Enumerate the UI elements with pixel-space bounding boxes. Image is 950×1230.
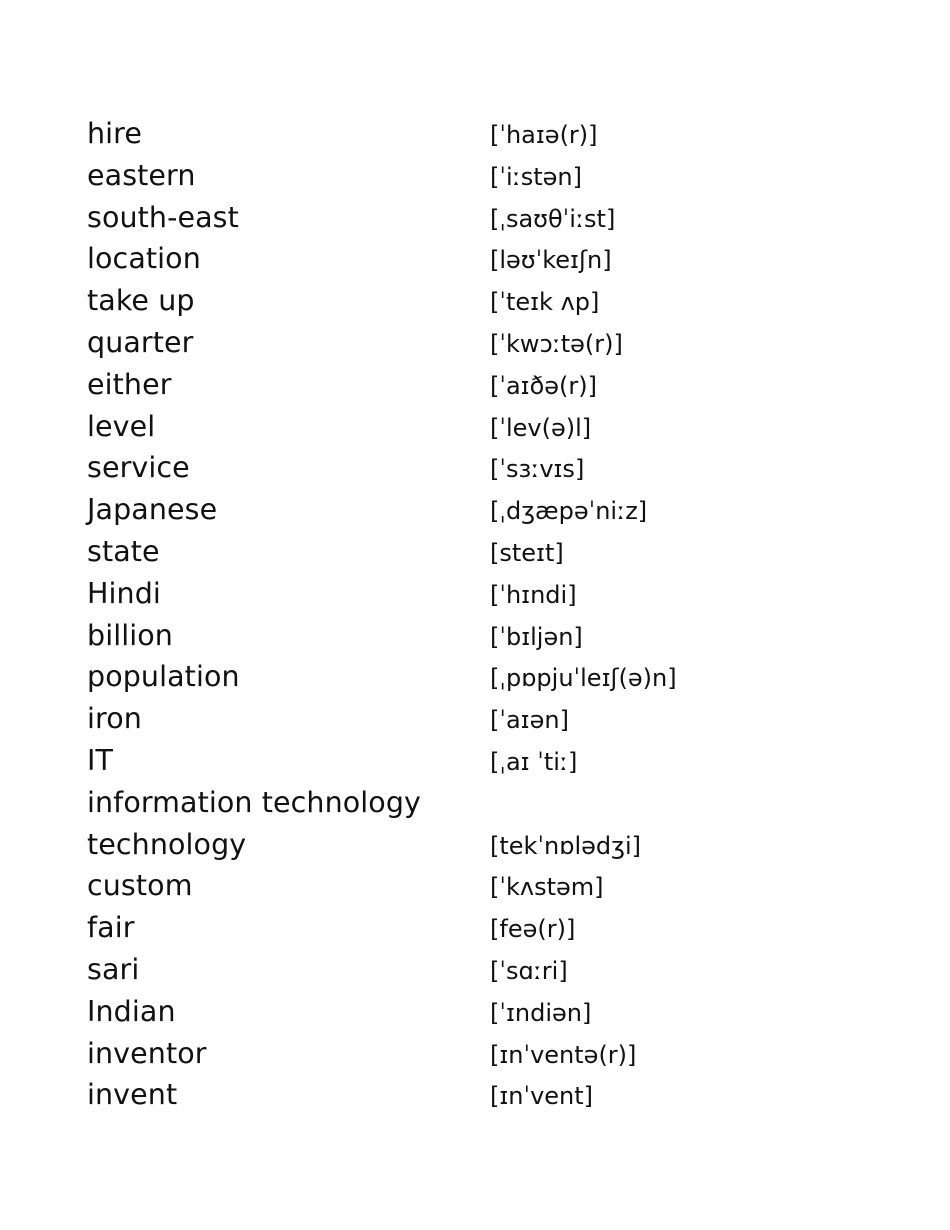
vocab-row bbox=[87, 573, 847, 615]
vocab-phonetic: [ˈhaɪə(r)] bbox=[490, 121, 598, 149]
vocab-row bbox=[87, 238, 847, 280]
vocab-row bbox=[87, 740, 847, 782]
vocab-row bbox=[87, 406, 847, 448]
vocab-word: technology bbox=[87, 827, 247, 861]
vocab-row bbox=[87, 1033, 847, 1075]
vocab-phonetic: [steɪt] bbox=[490, 538, 564, 567]
vocab-row bbox=[87, 824, 847, 866]
vocab-phonetic: [ˌdʒæpəˈniːz] bbox=[490, 497, 648, 526]
vocab-word: sari bbox=[87, 952, 140, 986]
vocab-phonetic: [ˈɪndiən] bbox=[490, 998, 592, 1027]
vocab-phonetic: [ˈlev(ə)l] bbox=[490, 413, 592, 442]
vocab-phonetic: [ˈsɜːvɪs] bbox=[490, 455, 585, 484]
vocab-word: either bbox=[87, 367, 172, 401]
vocab-row bbox=[87, 615, 847, 657]
vocab-row bbox=[87, 656, 847, 698]
vocab-word: Indian bbox=[87, 994, 176, 1028]
vocab-row bbox=[87, 698, 847, 740]
vocab-row bbox=[87, 322, 847, 364]
vocab-row bbox=[87, 991, 847, 1033]
vocab-row bbox=[87, 280, 847, 322]
vocab-word: custom bbox=[87, 869, 193, 903]
vocab-row bbox=[87, 1074, 847, 1116]
vocab-word: iron bbox=[87, 702, 142, 736]
vocab-row bbox=[87, 907, 847, 949]
vocab-row bbox=[87, 949, 847, 991]
vocab-row bbox=[87, 531, 847, 573]
vocab-phonetic: [ˈkʌstəm] bbox=[490, 873, 604, 902]
vocab-phonetic: [ˈaɪən] bbox=[490, 706, 569, 735]
vocab-word: inventor bbox=[87, 1036, 207, 1070]
vocab-word: invent bbox=[87, 1078, 178, 1112]
vocab-phonetic: [ˈaɪðə(r)] bbox=[490, 371, 597, 400]
vocab-phonetic: [ɪnˈventə(r)] bbox=[490, 1040, 637, 1069]
vocab-row bbox=[87, 364, 847, 406]
vocab-phonetic: [feə(r)] bbox=[490, 915, 576, 944]
vocab-word: billion bbox=[87, 618, 173, 652]
vocabulary-list bbox=[87, 113, 847, 1116]
vocab-row bbox=[87, 489, 847, 531]
vocab-word: Japanese bbox=[87, 493, 218, 527]
vocab-word: population bbox=[87, 660, 240, 694]
vocab-word: location bbox=[87, 242, 201, 276]
vocab-word: level bbox=[87, 409, 156, 443]
vocab-phonetic: [ˈbɪljən] bbox=[490, 622, 583, 651]
vocab-word: eastern bbox=[87, 158, 196, 192]
vocab-phonetic: [ˈiːstən] bbox=[490, 162, 582, 191]
vocab-word: hire bbox=[87, 117, 143, 150]
vocab-word: state bbox=[87, 534, 160, 568]
vocab-phonetic: [ləʊˈkeɪʃn] bbox=[490, 246, 612, 275]
vocab-row bbox=[87, 113, 847, 155]
vocab-word: service bbox=[87, 451, 190, 485]
vocab-row bbox=[87, 447, 847, 489]
vocab-row bbox=[87, 865, 847, 907]
vocab-word: Hindi bbox=[87, 576, 161, 610]
vocab-phonetic: [ɪnˈvent] bbox=[490, 1082, 594, 1111]
vocab-phonetic: [ˈkwɔːtə(r)] bbox=[490, 329, 623, 358]
vocab-phonetic: [ˌsaʊθˈiːst] bbox=[490, 204, 616, 233]
vocab-phonetic: [ˌpɒpjuˈleɪʃ(ə)n] bbox=[490, 664, 677, 693]
vocab-phonetic: [ˈhɪndi] bbox=[490, 580, 577, 609]
vocab-phonetic: [ˈsɑːri] bbox=[490, 956, 568, 985]
vocab-word: take up bbox=[87, 284, 195, 318]
vocab-row bbox=[87, 155, 847, 197]
vocab-row bbox=[87, 782, 847, 824]
vocab-word: south-east bbox=[87, 200, 239, 234]
vocab-word: information technology bbox=[87, 785, 421, 819]
vocab-phonetic: [tekˈnɒlədʒi] bbox=[490, 831, 642, 860]
vocab-row bbox=[87, 197, 847, 239]
vocab-phonetic: [ˈteɪk ʌp] bbox=[490, 288, 600, 317]
vocab-word: quarter bbox=[87, 325, 194, 359]
vocab-phonetic: [ˌaɪ ˈtiː] bbox=[490, 747, 578, 776]
vocab-word: fair bbox=[87, 911, 135, 945]
vocab-word: IT bbox=[87, 743, 114, 777]
